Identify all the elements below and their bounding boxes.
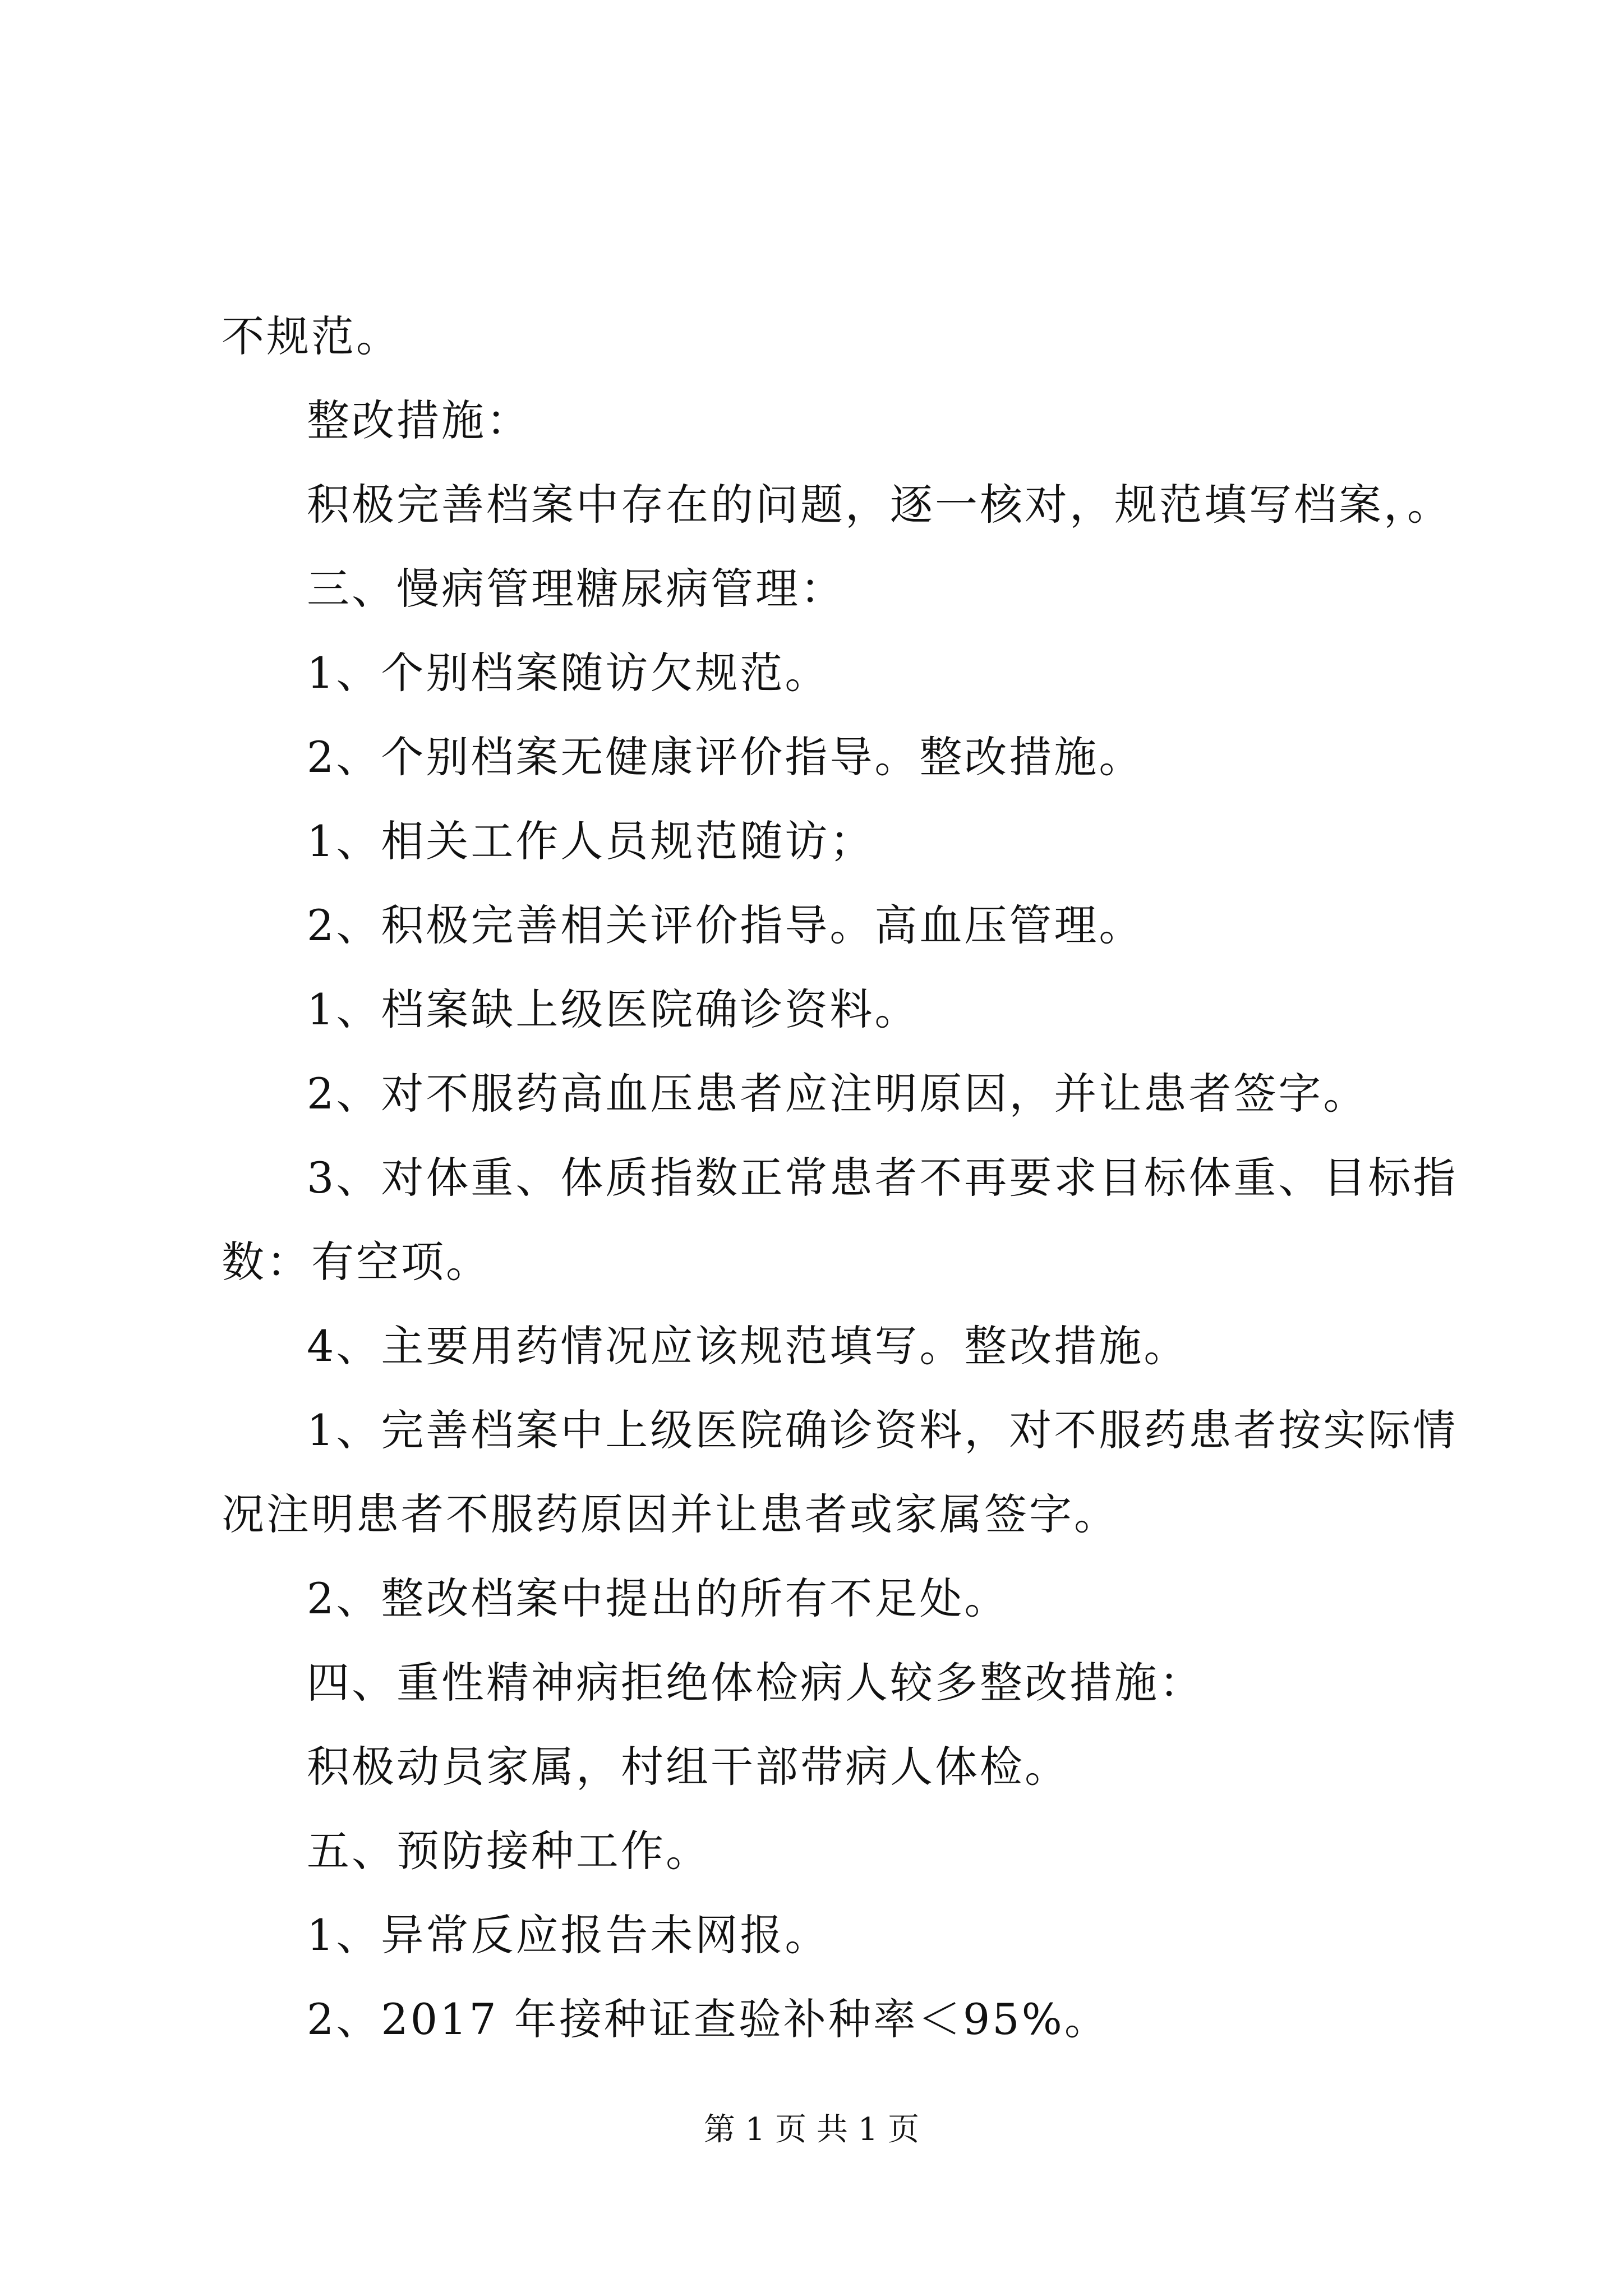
text-line: 1、相关工作人员规范随访；: [307, 816, 875, 866]
text-line: 1、异常反应报告未网报。: [307, 1910, 830, 1960]
section-heading: 三、慢病管理糖尿病管理：: [307, 564, 845, 614]
text-line: 数：有空项。: [222, 1237, 491, 1287]
text-line: 3、对体重、体质指数正常患者不再要求目标体重、目标指: [307, 1153, 1458, 1203]
section-heading: 四、重性精神病拒绝体检病人较多整改措施：: [307, 1658, 1204, 1708]
text-line: 况注明患者不服药原因并让患者或家属签字。: [222, 1489, 1119, 1539]
text-line: 1、个别档案随访欠规范。: [307, 648, 830, 698]
text-line: 积极完善档案中存在的问题，逐一核对，规范填写档案，。: [307, 480, 1452, 530]
text-line: 2、积极完善相关评价指导。高血压管理。: [307, 900, 1144, 950]
section-heading: 五、预防接种工作。: [307, 1826, 711, 1876]
text-line: 2、整改档案中提出的所有不足处。: [307, 1573, 1009, 1623]
text-line: 4、主要用药情况应该规范填写。整改措施。: [307, 1321, 1189, 1371]
text-line: 2、个别档案无健康评价指导。整改措施。: [307, 732, 1144, 782]
text-line: 积极动员家属，村组干部带病人体检。: [307, 1742, 1069, 1792]
text-line: 1、完善档案中上级医院确诊资料，对不服药患者按实际情: [307, 1405, 1458, 1455]
text-line: 1、档案缺上级医院确诊资料。: [307, 984, 920, 1034]
text-line: 2、对不服药高血压患者应注明原因，并让患者签字。: [307, 1069, 1368, 1119]
text-line: 不规范。: [222, 311, 401, 361]
text-line: 2、2017 年接种证查验补种率＜95%。: [307, 1994, 1109, 2044]
page-number-footer: 第 1 页 共 1 页: [703, 2111, 920, 2148]
text-line: 整改措施：: [307, 395, 531, 445]
